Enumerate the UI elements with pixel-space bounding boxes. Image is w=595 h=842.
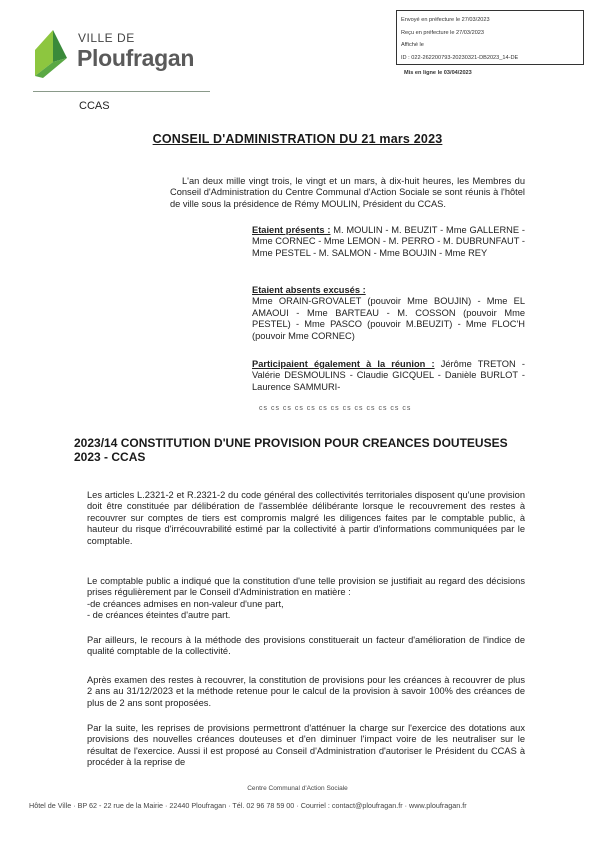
list-item: - de créances éteintes d'autre part. bbox=[87, 610, 231, 621]
stamp-line: Reçu en préfecture le 27/03/2023 bbox=[401, 29, 485, 36]
body-paragraph-2 bbox=[87, 576, 525, 622]
logo-ville-text: VILLE DE bbox=[78, 31, 135, 45]
deliberation-heading: 2023/14 CONSTITUTION D'UNE PROVISION POUR CREANCES DOUTEUSES 2023 - CCAS bbox=[74, 436, 508, 464]
participants bbox=[252, 359, 525, 393]
absent-list: Mme ORAIN-GROVALET (pouvoir Mme BOUJIN) - Mme EL AMAOUI - Mme BARTEAU - M. COSSON (pouvoir Mme PESTEL) - Mme PASCO (pouvoir M.BEUZIT) - Mme FLOC'H (pouvoir Mme CORNEC) bbox=[252, 296, 525, 341]
stamp-line: Envoyé en préfecture le 27/03/2023 bbox=[401, 17, 490, 23]
present-label: Etaient présents : bbox=[252, 225, 331, 235]
stamp-line: ID : 022-262200793-20230321-DB2023_14-DE bbox=[401, 54, 519, 61]
stamp-line: Affiché le bbox=[401, 42, 424, 48]
logo-divider bbox=[33, 91, 210, 92]
footer-contact: Hôtel de Ville · BP 62 - 22 rue de la Mairie · 22440 Ploufragan · Tél. 02 96 78 59 00 · Courriel : contact@ploufragan.fr · www.ploufragan.fr bbox=[29, 801, 467, 810]
logo-department: CCAS bbox=[79, 100, 110, 112]
body-paragraph-5: Par la suite, les reprises de provisions permettront d'atténuer la charge sur l'exercice des dotations aux provisions des nouvelles créances douteuses et d'en diminuer l'impact voire de les neutraliser sur le résultat de l'exercice. Aussi il est proposé au Conseil d'Administration d'autoriser le Président du CCAS à procéder à la reprise de bbox=[87, 723, 525, 768]
ploufragan-logo-icon bbox=[33, 28, 69, 78]
intro-paragraph: L'an deux mille vingt trois, le vingt et un mars, à dix-huit heures, les Membres du Conseil d'Administration du Centre Communal d'Action Sociale se sont réunis à l'hôtel de ville sous la présidence de Rémy MOULIN, Président du CCAS. bbox=[170, 176, 525, 209]
present-list: M. MOULIN - M. BEUZIT - Mme GALLERNE - Mme CORNEC - Mme LEMON - M. PERRO - M. DUBRUNFAUT - Mme PESTEL - M. SALMON - Mme BOUJIN - Mme REY bbox=[252, 225, 525, 258]
document-title: CONSEIL D'ADMINISTRATION DU 21 mars 2023 bbox=[152, 132, 443, 146]
body-paragraph-1: Les articles L.2321-2 et R.2321-2 du code général des collectivités territoriales disposent qu'une provision doit être constituée par délibération de l'assemblée délibérante lorsque le recouvrement des restes à recouvrer sur comptes de tiers est compromis malgré les diligences faites par le comptable public, à hauteur du risque d'irrécouvrabilité estimé par la collectivité à partir d'informations communiquées par le comptable. bbox=[87, 490, 525, 546]
prefecture-stamp bbox=[396, 10, 584, 65]
footer-organization: Centre Communal d'Action Sociale bbox=[247, 785, 348, 792]
section-ornament: cs cs cs cs cs cs cs cs cs cs cs cs cs bbox=[259, 405, 412, 412]
participants-list: Jérôme TRETON - Valérie DESMOULINS - Claudie GICQUEL - Danièle BURLOT - Laurence SAMMURI- bbox=[252, 359, 525, 392]
body-paragraph-4: Après examen des restes à recouvrer, la constitution de provisions pour les créances à recouvrer de plus 2 ans au 31/12/2023 et la méthode retenue pour le calcul de la provision à savoir 100% des créances de plus de 2 ans sont proposées. bbox=[87, 675, 525, 708]
body-paragraph-3: Par ailleurs, le recours à la méthode des provisions constituerait un facteur d'amélioration de l'indice de qualité comptable de la collectivité. bbox=[87, 635, 525, 657]
present-members bbox=[252, 225, 525, 259]
body-paragraph-2-text: Le comptable public a indiqué que la constitution d'une telle provision se justifiait au regard des décisions prises régulièrement par le Conseil d'Administration en matière : bbox=[87, 576, 525, 598]
stamp-online-date: Mis en ligne le 03/04/2023 bbox=[404, 70, 472, 76]
logo-city-name: Ploufragan bbox=[77, 45, 195, 71]
absent-members bbox=[252, 285, 525, 342]
absent-label: Etaient absents excusés : bbox=[252, 285, 366, 295]
list-item: -de créances admises en non-valeur d'une part, bbox=[87, 598, 284, 609]
participants-label: Participaient également à la réunion : bbox=[252, 359, 435, 369]
